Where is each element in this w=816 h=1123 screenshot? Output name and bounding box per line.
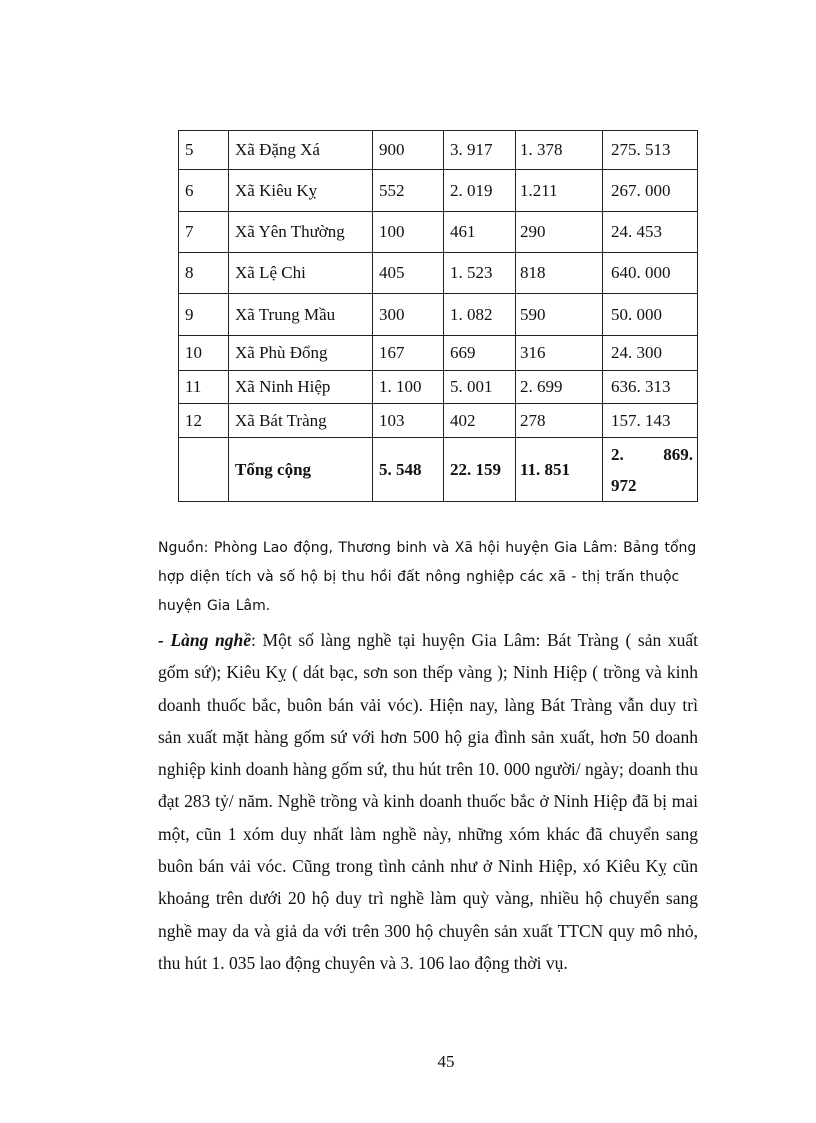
table-row [179,212,698,253]
statistics-table [178,130,698,502]
table-cell-name: Xã Bát Tràng [229,404,373,438]
table-total [179,438,698,502]
table-cell-name: Xã Trung Mầu [229,294,373,336]
table-cell-c1: 1. 100 [373,371,444,404]
table-cell-c1: 405 [373,253,444,294]
table-cell-c3: 278 [516,404,603,438]
table-cell-stt: 12 [179,404,229,438]
table-cell-c4: 636. 313 [603,371,698,404]
table-cell-c3: 818 [516,253,603,294]
table-row [179,371,698,404]
body-paragraph [158,624,698,979]
table-cell-stt: 11 [179,371,229,404]
total-c2-cell: 22. 159 [444,438,516,502]
table-cell-c2: 402 [444,404,516,438]
table-cell-c1: 103 [373,404,444,438]
total-c4-line1 [611,439,693,470]
paragraph-text: : Một số làng nghề tại huyện Gia Lâm: Bát Tràng ( sản xuất gốm sứ); Kiêu Kỵ ( dát bạc, sơn son thếp vàng ); Ninh Hiệp ( trồng và kinh doanh thuốc bắc, buôn bán vải vóc). Hiện nay, làng Bát Tràng vẫn duy trì sản xuất mặt hàng gốm sứ với hơn 500 hộ gia đình sản xuất, hơn 50 doanh nghiệp kinh doanh hàng gốm sứ, thu hút trên 10. 000 người/ ngày; doanh thu đạt 283 tỷ/ năm. Nghề trồng và kinh doanh thuốc bắc ở Ninh Hiệp đã bị mai một, cũn 1 xóm duy nhất làm nghề này, những xóm khác đã chuyển sang buôn bán vải vóc. Cũng trong tình cảnh như ở Ninh Hiệp, xó Kiêu Kỵ cũn khoảng trên dưới 20 hộ duy trì nghề làm quỳ vàng, nhiều hộ chuyển sang nghề may da và giả da với trên 300 hộ chuyên sản xuất TTCN quy mô nhỏ, thu hút 1. 035 lao động chuyên và 3. 106 lao động thời vụ. [158,630,699,973]
table-cell-name: Xã Kiêu Kỵ [229,170,373,212]
table-cell-c2: 2. 019 [444,170,516,212]
total-row [179,438,698,502]
table-cell-c2: 1. 082 [444,294,516,336]
table-cell-name: Xã Ninh Hiệp [229,371,373,404]
total-c4-cell [603,438,698,502]
paragraph-heading: Làng nghề [170,630,252,650]
table-cell-c1: 100 [373,212,444,253]
total-stt-cell [179,438,229,502]
table-body [179,131,698,438]
table-cell-c1: 552 [373,170,444,212]
table-cell-c4: 24. 300 [603,336,698,371]
table-cell-c3: 590 [516,294,603,336]
table-cell-c2: 1. 523 [444,253,516,294]
source-note: Nguồn: Phòng Lao động, Thương binh và Xã hội huyện Gia Lâm: Bảng tổng hợp diện tích và số hộ bị thu hồi đất nông nghiệp các xã - thị trấn thuộc huyện Gia Lâm. [158,540,697,614]
paragraph-prefix: - [158,630,171,650]
table-cell-c3: 1. 378 [516,131,603,170]
total-label-cell: Tổng cộng [229,438,373,502]
table-row [179,336,698,371]
table-cell-stt: 9 [179,294,229,336]
table-cell-c4: 24. 453 [603,212,698,253]
table-cell-stt: 10 [179,336,229,371]
table-row [179,253,698,294]
table-cell-c3: 1.211 [516,170,603,212]
table-cell-stt: 5 [179,131,229,170]
table-row [179,131,698,170]
table-row [179,404,698,438]
table-cell-c4: 640. 000 [603,253,698,294]
table-cell-c4: 275. 513 [603,131,698,170]
total-c1-cell: 5. 548 [373,438,444,502]
page-number: 45 [437,1052,455,1071]
table-cell-stt: 8 [179,253,229,294]
total-c4-part3: 972 [611,475,637,495]
table-cell-stt: 6 [179,170,229,212]
total-c4-part2: 869. [663,444,693,464]
table-cell-c1: 300 [373,294,444,336]
table-cell-c3: 290 [516,212,603,253]
total-c3-cell: 11. 851 [516,438,603,502]
table-cell-c2: 669 [444,336,516,371]
table-cell-c1: 900 [373,131,444,170]
table-row [179,170,698,212]
table-cell-stt: 7 [179,212,229,253]
table-cell-name: Xã Phù Đổng [229,336,373,371]
total-c4-part1: 2. [611,444,624,464]
table-row [179,294,698,336]
table-cell-c1: 167 [373,336,444,371]
table-cell-c4: 50. 000 [603,294,698,336]
table-cell-c2: 3. 917 [444,131,516,170]
table-cell-c2: 5. 001 [444,371,516,404]
table-cell-c2: 461 [444,212,516,253]
table-cell-c3: 316 [516,336,603,371]
table-cell-name: Xã Yên Thường [229,212,373,253]
table-cell-c3: 2. 699 [516,371,603,404]
table-cell-name: Xã Lệ Chi [229,253,373,294]
table-cell-name: Xã Đặng Xá [229,131,373,170]
table-cell-c4: 157. 143 [603,404,698,438]
table-cell-c4: 267. 000 [603,170,698,212]
